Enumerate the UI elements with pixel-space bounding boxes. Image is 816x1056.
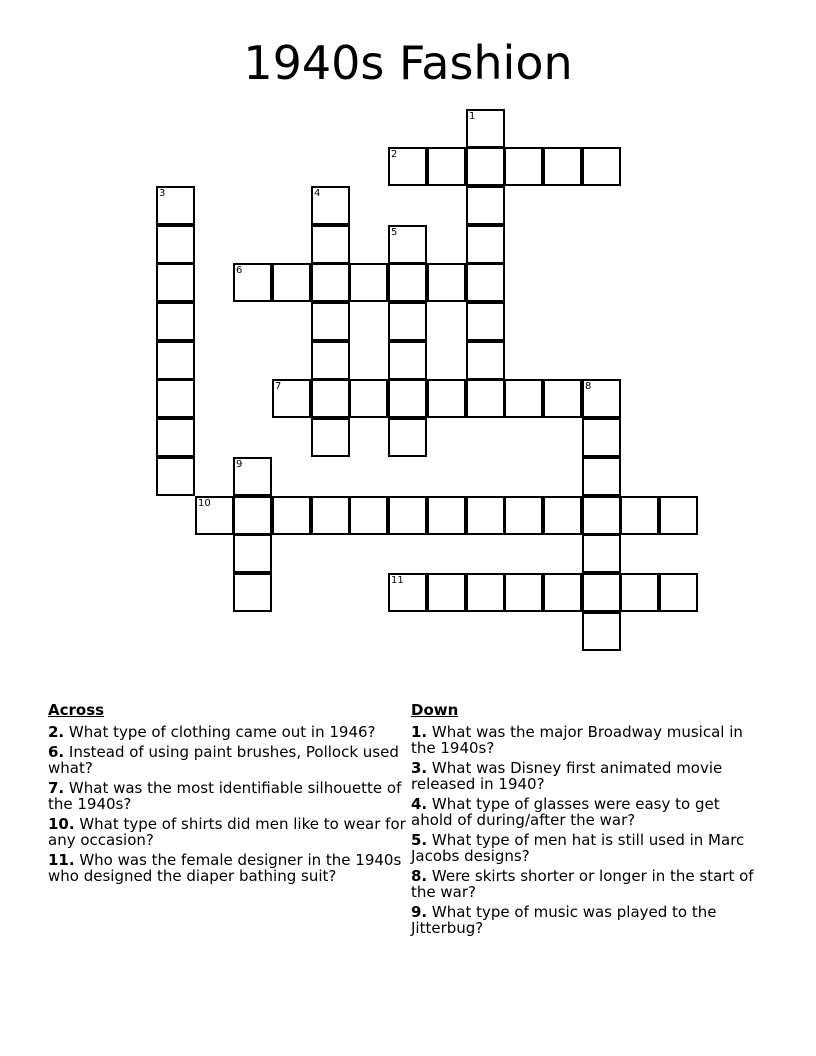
grid-cell[interactable] xyxy=(156,225,195,264)
clue-number: 9. xyxy=(411,903,428,921)
clue-number-label: 1 xyxy=(469,111,476,122)
grid-cell[interactable] xyxy=(659,496,698,535)
grid-cell[interactable] xyxy=(582,457,621,496)
grid-cell[interactable] xyxy=(311,379,350,418)
grid-cell[interactable] xyxy=(388,341,427,380)
clue-down-1 xyxy=(411,724,761,756)
clue-down-3 xyxy=(411,760,761,792)
grid-cell[interactable] xyxy=(233,534,272,573)
grid-cell[interactable] xyxy=(466,109,505,148)
grid-cell[interactable] xyxy=(543,496,582,535)
clue-number: 5. xyxy=(411,831,428,849)
clue-number-label: 9 xyxy=(236,459,243,470)
grid-cell[interactable] xyxy=(543,573,582,612)
clue-number: 8. xyxy=(411,867,428,885)
grid-cell[interactable] xyxy=(233,573,272,612)
grid-cell[interactable] xyxy=(582,573,621,612)
clue-down-9 xyxy=(411,904,761,936)
grid-cell[interactable] xyxy=(504,496,543,535)
grid-cell[interactable] xyxy=(349,379,388,418)
clue-number: 6. xyxy=(48,743,65,761)
grid-cell[interactable] xyxy=(349,496,388,535)
clue-text: What type of music was played to the Jitterbug? xyxy=(411,903,717,937)
grid-cell[interactable] xyxy=(233,457,272,496)
grid-cell[interactable] xyxy=(504,573,543,612)
clue-text: What was Disney first animated movie released in 1940? xyxy=(411,759,723,793)
clue-down-8 xyxy=(411,868,761,900)
clue-across-7 xyxy=(48,780,408,812)
clue-across-6 xyxy=(48,744,408,776)
clue-number-label: 10 xyxy=(198,498,211,509)
grid-cell[interactable] xyxy=(427,263,466,302)
clue-number: 1. xyxy=(411,723,428,741)
grid-cell[interactable] xyxy=(311,418,350,457)
grid-cell[interactable] xyxy=(388,573,427,612)
clue-across-11 xyxy=(48,852,408,884)
grid-cell[interactable] xyxy=(466,263,505,302)
grid-cell[interactable] xyxy=(311,302,350,341)
grid-cell[interactable] xyxy=(466,302,505,341)
grid-cell[interactable] xyxy=(582,496,621,535)
clue-number-label: 6 xyxy=(236,265,243,276)
clue-number-label: 5 xyxy=(391,227,398,238)
clue-across-10 xyxy=(48,816,408,848)
clue-number-label: 11 xyxy=(391,575,404,586)
grid-cell[interactable] xyxy=(311,263,350,302)
down-clues xyxy=(411,702,761,940)
clue-number-label: 4 xyxy=(314,188,321,199)
clue-text: What type of men hat is still used in Marc Jacobs designs? xyxy=(411,831,745,865)
grid-cell[interactable] xyxy=(543,379,582,418)
grid-cell[interactable] xyxy=(388,302,427,341)
clue-number: 2. xyxy=(48,723,65,741)
grid-cell[interactable] xyxy=(466,573,505,612)
clue-number-label: 7 xyxy=(275,381,282,392)
grid-cell[interactable] xyxy=(156,186,195,225)
clue-number: 7. xyxy=(48,779,65,797)
grid-cell[interactable] xyxy=(156,302,195,341)
grid-cell[interactable] xyxy=(620,573,659,612)
grid-cell[interactable] xyxy=(311,186,350,225)
grid-cell[interactable] xyxy=(659,573,698,612)
clue-text: What was the most identifiable silhouette of the 1940s? xyxy=(48,779,402,813)
grid-cell[interactable] xyxy=(388,147,427,186)
clue-text: What type of glasses were easy to get ahold of during/after the war? xyxy=(411,795,720,829)
grid-cell[interactable] xyxy=(156,418,195,457)
clue-text: Were skirts shorter or longer in the start of the war? xyxy=(411,867,754,901)
grid-cell[interactable] xyxy=(427,573,466,612)
grid-cell[interactable] xyxy=(466,186,505,225)
grid-cell[interactable] xyxy=(311,225,350,264)
grid-cell[interactable] xyxy=(582,612,621,651)
page-title: 1940s Fashion xyxy=(243,36,573,90)
grid-cell[interactable] xyxy=(582,534,621,573)
grid-cell[interactable] xyxy=(466,225,505,264)
grid-cell[interactable] xyxy=(427,496,466,535)
grid-cell[interactable] xyxy=(427,379,466,418)
grid-cell[interactable] xyxy=(466,496,505,535)
grid-cell[interactable] xyxy=(582,418,621,457)
grid-cell[interactable] xyxy=(156,457,195,496)
clue-down-4 xyxy=(411,796,761,828)
grid-cell[interactable] xyxy=(466,379,505,418)
grid-cell[interactable] xyxy=(427,147,466,186)
across-clues xyxy=(48,702,408,888)
clue-number: 4. xyxy=(411,795,428,813)
grid-cell[interactable] xyxy=(388,496,427,535)
clue-across-2 xyxy=(48,724,408,740)
grid-cell[interactable] xyxy=(504,379,543,418)
grid-cell[interactable] xyxy=(388,418,427,457)
clue-number: 10. xyxy=(48,815,75,833)
grid-cell[interactable] xyxy=(466,341,505,380)
clue-number-label: 2 xyxy=(391,149,398,160)
grid-cell[interactable] xyxy=(388,225,427,264)
clue-down-5 xyxy=(411,832,761,864)
grid-cell[interactable] xyxy=(620,496,659,535)
grid-cell[interactable] xyxy=(156,379,195,418)
grid-cell[interactable] xyxy=(311,496,350,535)
grid-cell[interactable] xyxy=(233,496,272,535)
grid-cell[interactable] xyxy=(233,263,272,302)
grid-cell[interactable] xyxy=(582,147,621,186)
grid-cell[interactable] xyxy=(272,263,311,302)
clue-text: What type of clothing came out in 1946? xyxy=(64,723,376,741)
grid-cell[interactable] xyxy=(156,263,195,302)
grid-cell[interactable] xyxy=(272,379,311,418)
down-heading: Down xyxy=(411,701,459,719)
clue-number-label: 8 xyxy=(585,381,592,392)
grid-cell[interactable] xyxy=(195,496,234,535)
across-heading: Across xyxy=(48,701,105,719)
clue-text: What type of shirts did men like to wear for any occasion? xyxy=(48,815,406,849)
grid-cell[interactable] xyxy=(156,341,195,380)
grid-cell[interactable] xyxy=(388,263,427,302)
clue-number-label: 3 xyxy=(159,188,166,199)
grid-cell[interactable] xyxy=(582,379,621,418)
grid-cell[interactable] xyxy=(311,341,350,380)
grid-cell[interactable] xyxy=(272,496,311,535)
grid-cell[interactable] xyxy=(466,147,505,186)
grid-cell[interactable] xyxy=(543,147,582,186)
clue-number: 3. xyxy=(411,759,428,777)
clue-text: Instead of using paint brushes, Pollock used what? xyxy=(48,743,399,777)
grid-cell[interactable] xyxy=(349,263,388,302)
grid-cell[interactable] xyxy=(388,379,427,418)
clue-number: 11. xyxy=(48,851,75,869)
grid-cell[interactable] xyxy=(504,147,543,186)
clue-text: What was the major Broadway musical in the 1940s? xyxy=(411,723,743,757)
clue-text: Who was the female designer in the 1940s who designed the diaper bathing suit? xyxy=(48,851,402,885)
